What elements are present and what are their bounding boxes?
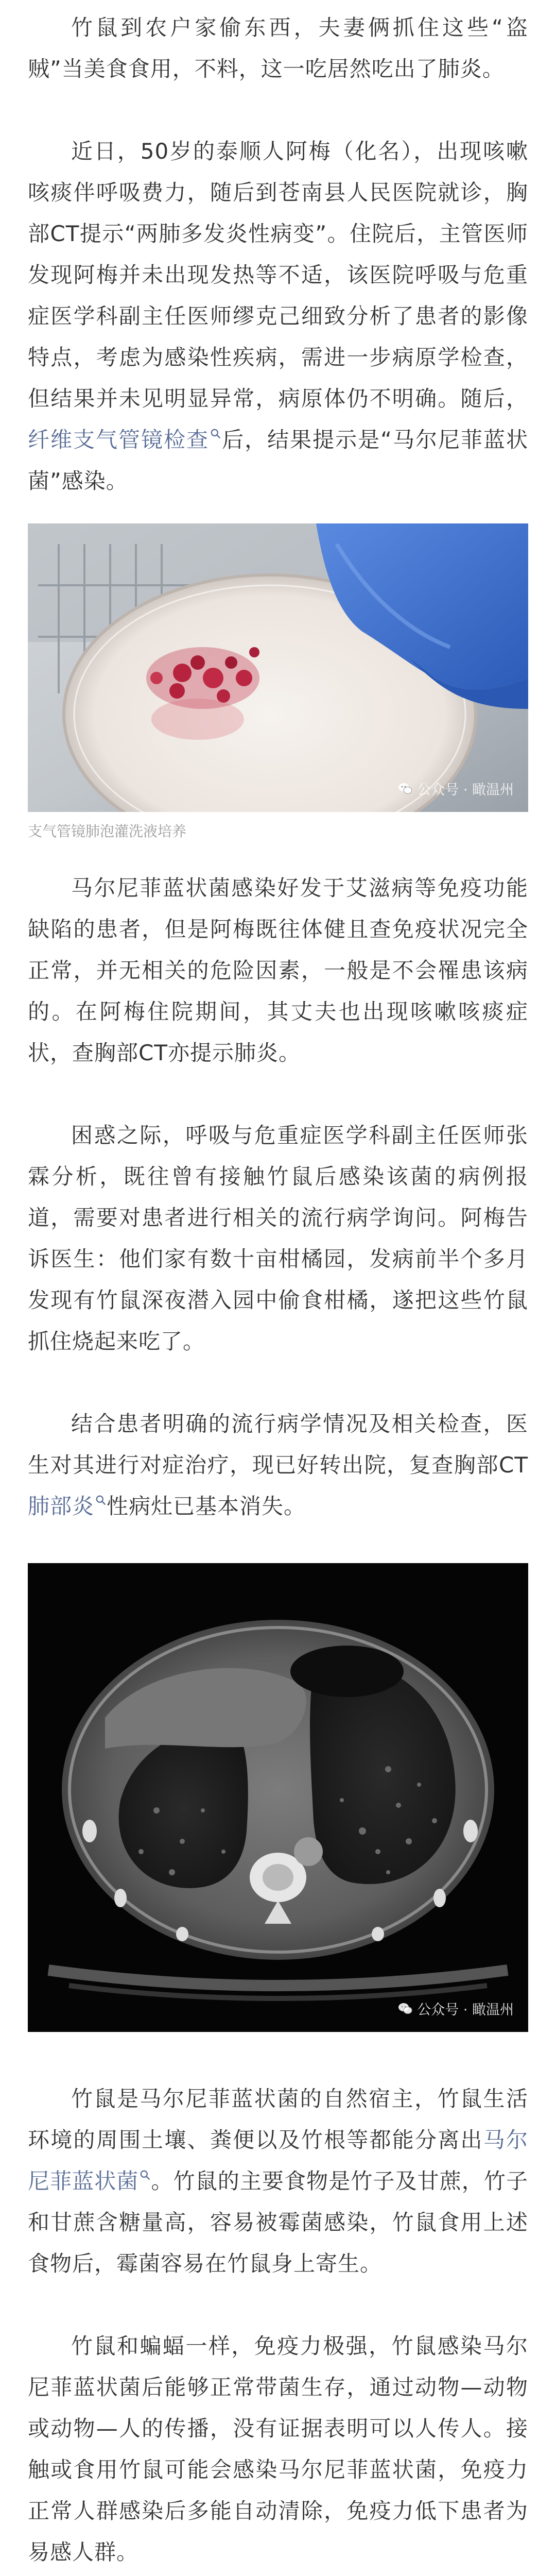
culture-plate-photo	[28, 523, 528, 812]
pneumonia-link[interactable]: 肺部炎	[28, 1494, 95, 1519]
paragraph-text: 。竹鼠的主要食物是竹子及甘蔗，竹子和甘蔗含糖量高，容易被霉菌感染，竹鼠食用上述食物后，霉菌容易在竹鼠身上寄生。	[28, 2168, 528, 2276]
paragraph-text: 结合患者明确的流行病学情况及相关检查，医生对其进行对症治疗，现已好转出院，复查胸部CT	[28, 1411, 528, 1478]
article-paragraph-6	[28, 2078, 528, 2284]
article-paragraph-7: 竹鼠和蝙蝠一样，免疫力极强，竹鼠感染马尔尼菲蓝状菌后能够正常带菌生存，通过动物—动物或动物—人的传播，没有证据表明可以人传人。接触或食用竹鼠可能会感染马尔尼菲蓝状菌，免疫力正常人群感染后多能自动清除，免疫力低下患者为易感人群。	[28, 2333, 528, 2565]
chest-ct-image	[28, 1563, 528, 2032]
paragraph-text: 竹鼠是马尔尼菲蓝状菌的自然宿主，竹鼠生活环境的周围土壤、粪便以及竹根等都能分离出	[28, 2086, 528, 2153]
culture-plate-illustration	[28, 523, 528, 812]
paragraph-text: 近日，50岁的泰顺人阿梅（化名），出现咳嗽咳痰伴呼吸费力，随后到苍南县人民医院就诊，胸部CT提示“两肺多发炎性病变”。住院后，主管医师发现阿梅并未出现发热等不适，该医院呼吸与危重症医学科副主任医师缪克己细致分析了患者的影像特点，考虑为感染性疾病，需进一步病原学检查，但结果并未见明显异常，病原体仍不明确。随后，	[28, 139, 528, 411]
watermark-text: 公众号 · 瞰温州	[417, 2002, 514, 2018]
bronchoscopy-link[interactable]: 纤维支气管镜检查	[28, 427, 210, 452]
ct-scan-illustration	[28, 1563, 528, 2032]
article-paragraph-3: 马尔尼菲蓝状菌感染好发于艾滋病等免疫功能缺陷的患者，但是阿梅既往体健且查免疫状况完全正常，并无相关的危险因素，一般是不会罹患该病的。在阿梅住院期间，其丈夫也出现咳嗽咳痰症状，查胸部CT亦提示肺炎。	[28, 875, 528, 1065]
article-paragraph-5	[28, 1403, 528, 1527]
paragraph-text: 性病灶已基本消失。	[107, 1494, 306, 1519]
watermark-text: 公众号 · 瞰温州	[417, 782, 514, 798]
article-paragraph-2	[28, 131, 528, 502]
figure-caption: 支气管镜肺泡灌洗液培养	[28, 823, 187, 840]
search-icon[interactable]	[140, 2170, 151, 2181]
image-watermark	[397, 778, 514, 799]
talaromyces-link[interactable]: 马尔尼菲蓝状菌	[28, 2127, 528, 2194]
article-paragraph-1: 竹鼠到农户家偷东西，夫妻俩抓住这些“盗贼”当美食食用，不料，这一吃居然吃出了肺炎。	[28, 15, 528, 81]
article-paragraph-4: 困惑之际，呼吸与危重症医学科副主任医师张霖分析，既往曾有接触竹鼠后感染该菌的病例报道，需要对患者进行相关的流行病学询问。阿梅告诉医生：他们家有数十亩柑橘园，发病前半个多月发现有竹鼠深夜潜入园中偷食柑橘，遂把这些竹鼠抓住烧起来吃了。	[28, 1123, 528, 1354]
search-icon[interactable]	[210, 428, 221, 439]
wechat-icon	[397, 781, 413, 796]
search-icon[interactable]	[95, 1495, 107, 1506]
wechat-icon	[397, 2001, 413, 2016]
paragraph-text: 后，结果提示是“马尔尼菲蓝状菌”感染。	[28, 427, 528, 494]
image-watermark	[397, 1998, 514, 2019]
